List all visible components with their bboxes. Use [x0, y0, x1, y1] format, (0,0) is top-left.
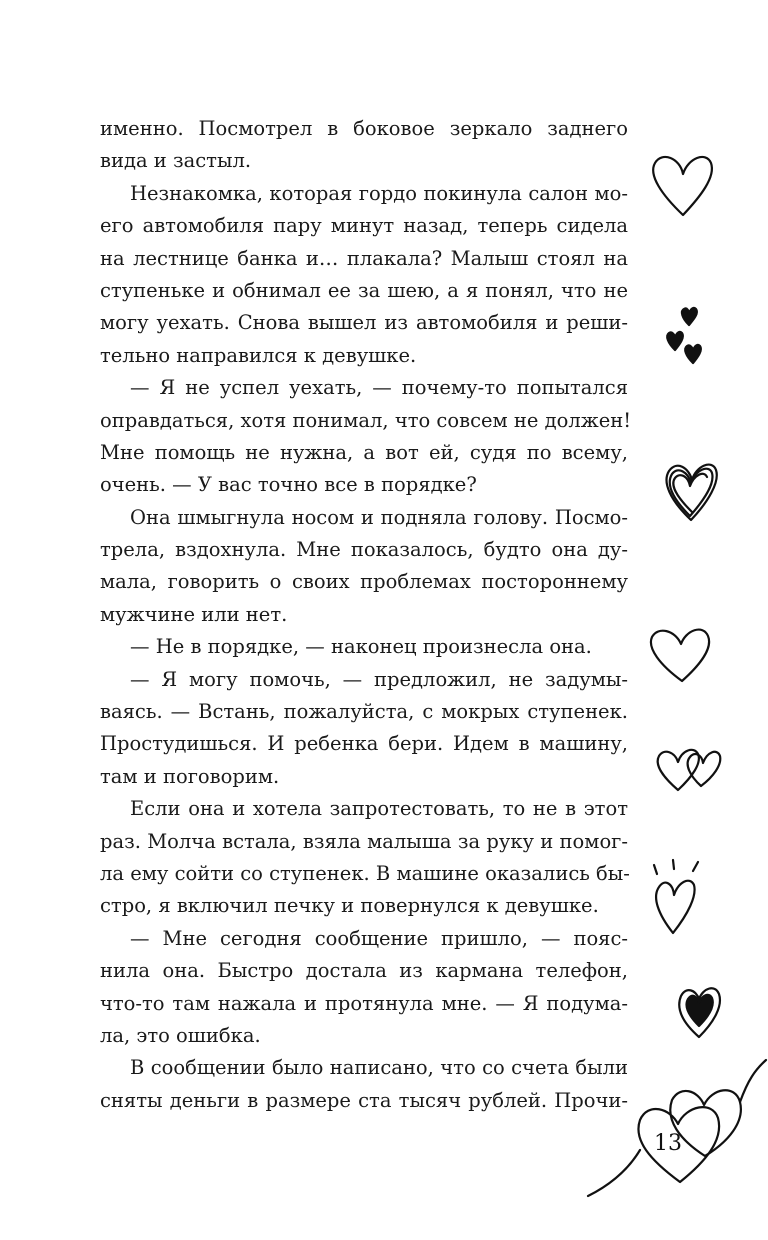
body-text: [100, 113, 632, 1117]
paragraph-start-line: — Я могу помочь, — предложил, не задумы-: [130, 667, 628, 691]
small-hearts-cluster-icon: [667, 308, 701, 363]
text-line: именно. Посмотрел в боковое зеркало заднего: [100, 117, 628, 140]
paragraph-start-line: — Не в порядке, — наконец произнесла она.: [130, 635, 592, 659]
page-number: 13: [654, 1131, 682, 1156]
paragraph-start-line: Она шмыгнула носом и подняла голову. Посмо-: [130, 505, 628, 529]
paragraph-start-line: Незнакомка, которая гордо покинула салон мо-: [130, 181, 628, 205]
text-line: ла ему сойти со ступенек. В машине оказались бы-: [100, 861, 630, 885]
text-line: стро, я включил печку и повернулся к девушке.: [100, 894, 599, 918]
text-line: вида и застыл.: [100, 149, 252, 173]
sparkle-heart-icon: [654, 860, 698, 933]
text-line: очень. — У вас точно все в порядке?: [100, 473, 477, 497]
text-line: ла, это ошибка.: [100, 1023, 261, 1047]
text-line: на лестнице банка и… плакала? Малыш стоял на: [100, 246, 628, 270]
text-line: его автомобиля пару минут назад, теперь сидела: [100, 214, 628, 238]
text-line: ваясь. — Встань, пожалуйста, с мокрых ступенек.: [100, 700, 628, 724]
text-line: сняты деньги в размере ста тысяч рублей. Прочи-: [100, 1088, 628, 1112]
heart-outline-icon: [651, 630, 709, 681]
text-line: Простудишься. И ребенка бери. Идем в машину,: [100, 732, 628, 756]
text-line: Мне помощь не нужна, а вот ей, судя по всему,: [100, 440, 628, 464]
text-line: трела, вздохнула. Мне показалось, будто она ду-: [100, 538, 628, 562]
text-line: могу уехать. Снова вышел из автомобиля и реши-: [100, 311, 628, 335]
filled-heart-icon: [679, 988, 720, 1037]
text-line: мужчине или нет.: [100, 602, 288, 626]
heart-outline-icon: [653, 157, 712, 215]
paragraph-start-line: — Я не успел уехать, — почему-то попытался: [130, 376, 628, 400]
text-line: оправдаться, хотя понимал, что совсем не должен!: [100, 408, 632, 432]
text-line: там и поговорим.: [100, 764, 280, 788]
paragraph-start-line: В сообщении было написано, что со счета были: [130, 1056, 628, 1080]
text-line: что-то там нажала и протянула мне. — Я подума-: [100, 991, 628, 1015]
text-line: мала, говорить о своих проблемах постороннему: [100, 570, 628, 594]
paragraph-start-line: Если она и хотела запротестовать, то не в этот: [130, 797, 628, 821]
double-heart-icon: [658, 750, 721, 790]
text-line: тельно направился к девушке.: [100, 343, 417, 367]
scribble-heart-icon: [667, 465, 717, 520]
text-line: раз. Молча встала, взяла малыша за руку и помог-: [100, 829, 628, 853]
text-line: ступеньке и обнимал ее за шею, а я понял, что не: [100, 278, 628, 302]
text-line: нила она. Быстро достала из кармана телефон,: [100, 959, 628, 983]
paragraph-start-line: — Мне сегодня сообщение пришло, — пояс-: [130, 926, 628, 950]
